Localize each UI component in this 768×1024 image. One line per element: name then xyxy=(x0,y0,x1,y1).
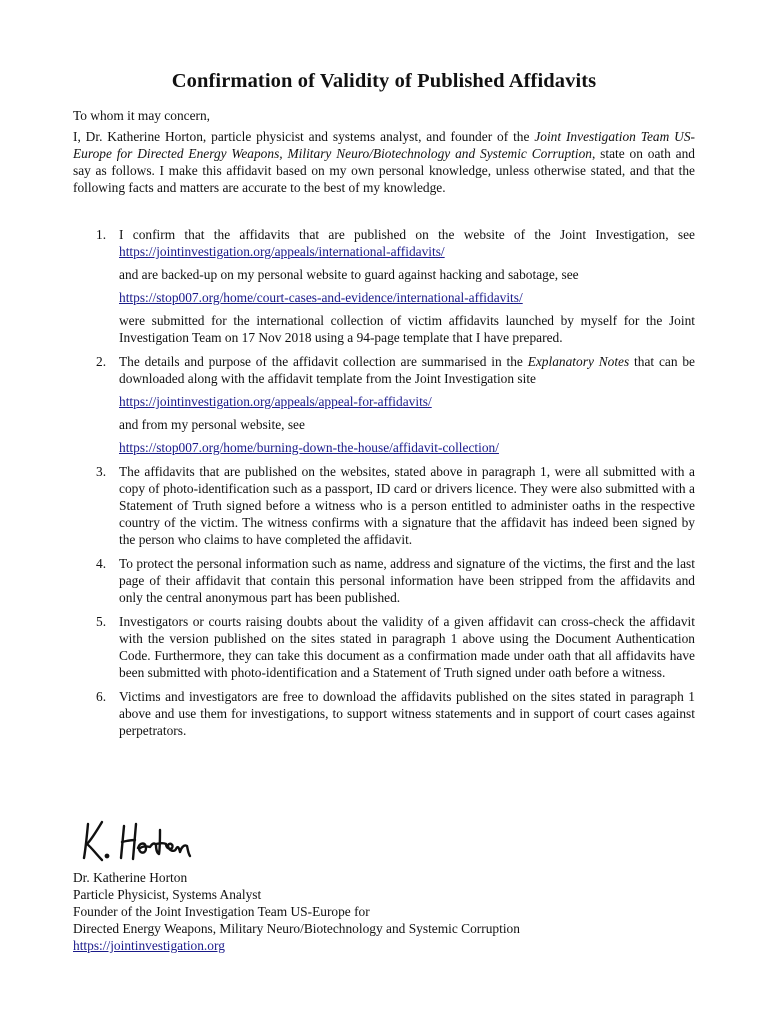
document-title: Confirmation of Validity of Published Affidavits xyxy=(171,70,597,92)
intro-text-2: , state on oath and say as follows. I make this affidavit based on my own personal knowledge, unless otherwise stated, and that the following facts and matters are accurate to the best of my knowledge. xyxy=(73,146,695,195)
list-item-1 xyxy=(73,226,695,346)
numbered-list xyxy=(73,226,695,739)
signer-founder-line: Founder of the Joint Investigation Team US-Europe for xyxy=(73,904,370,919)
signer-org-line: Directed Energy Weapons, Military Neuro/Biotechnology and Systemic Corruption xyxy=(73,921,520,936)
link-jointinvestigation[interactable]: https://jointinvestigation.org xyxy=(73,938,225,953)
item-text: The details and purpose of the affidavit collection are summarised in the xyxy=(119,354,528,369)
item-paragraph xyxy=(119,439,695,456)
signer-link-line xyxy=(73,937,713,954)
signer-name: Dr. Katherine Horton xyxy=(73,870,188,885)
item-paragraph xyxy=(119,289,695,306)
salutation: To whom it may concern, xyxy=(73,108,211,123)
item-text: I confirm that the affidavits that are published on the website of the Joint Investigation, see xyxy=(119,227,695,242)
item-number: 3. xyxy=(96,464,107,479)
item-paragraph xyxy=(119,393,695,410)
link-appeal-for-affidavits[interactable]: https://jointinvestigation.org/appeals/appeal-for-affidavits/ xyxy=(119,394,432,409)
item-text: that can be downloaded along with the affidavit template from the Joint Investigation site xyxy=(119,354,696,386)
document-page xyxy=(73,68,695,746)
item-paragraph: were submitted for the international collection of victim affidavits launched by myself for the Joint Investigation Team on 17 Nov 2018 using a 94-page template that I have prepared. xyxy=(119,313,695,345)
item-paragraph: The affidavits that are published on the websites, stated above in paragraph 1, were all submitted with a copy of photo-identification such as a passport, ID card or drivers licence. They were also submitted with a Statement of Truth signed before a witness who is a person entitled to administer oaths in the respective country of the victim. The witness confirms with a signature that the affidavit has indeed been signed by the person who claims to have completed the affidavit. xyxy=(119,464,695,547)
intro-paragraph xyxy=(73,128,695,196)
link-affidavit-collection[interactable]: https://stop007.org/home/burning-down-the-house/affidavit-collection/ xyxy=(119,440,499,455)
list-item-5 xyxy=(73,613,695,681)
list-item-6 xyxy=(73,688,695,739)
item-paragraph: Victims and investigators are free to download the affidavits published on the sites stated in paragraph 1 above and use them for investigations, to support witness statements and in support of court cases against perpetrators. xyxy=(119,689,695,738)
link-international-affidavits[interactable]: https://jointinvestigation.org/appeals/international-affidavits/ xyxy=(119,244,445,259)
list-item-2 xyxy=(73,353,695,456)
link-stop007-international-affidavits[interactable]: https://stop007.org/home/court-cases-and-evidence/international-affidavits/ xyxy=(119,290,523,305)
item-paragraph: Investigators or courts raising doubts about the validity of a given affidavit can cross-check the affidavit with the version published on the sites stated in paragraph 1 above using the Document Authentication Code. Furthermore, they can take this document as a confirmation made under oath that all affidavits have been submitted with photo-identification and a Statement of Truth signed under oath before a witness. xyxy=(119,614,695,680)
item-number: 2. xyxy=(96,354,107,369)
explanatory-notes: Explanatory Notes xyxy=(527,354,630,369)
intro-org-name: Joint Investigation Team US-Europe for Directed Energy Weapons, Military Neuro/Biotechnology and Systemic Corruption xyxy=(73,129,695,161)
signature-block xyxy=(73,869,713,954)
list-item-3 xyxy=(73,463,695,548)
item-number: 6. xyxy=(96,689,107,704)
item-number: 5. xyxy=(96,614,107,629)
intro-text-1: I, Dr. Katherine Horton, particle physicist and systems analyst, and founder of the xyxy=(73,129,535,144)
item-paragraph: and are backed-up on my personal website to guard against hacking and sabotage, see xyxy=(119,267,579,282)
item-paragraph xyxy=(119,353,695,387)
list-item-4 xyxy=(73,555,695,606)
item-paragraph xyxy=(119,226,695,260)
item-number: 1. xyxy=(96,227,107,242)
handwritten-signature xyxy=(80,818,210,864)
item-paragraph: To protect the personal information such as name, address and signature of the victims, the first and the last page of their affidavit that contain this personal information have been stripped from the affidavits and only the central anonymous part has been published. xyxy=(119,556,695,605)
signature-drawing xyxy=(80,818,210,864)
signer-role: Particle Physicist, Systems Analyst xyxy=(73,887,262,902)
item-number: 4. xyxy=(96,556,107,571)
item-paragraph: and from my personal website, see xyxy=(119,417,305,432)
